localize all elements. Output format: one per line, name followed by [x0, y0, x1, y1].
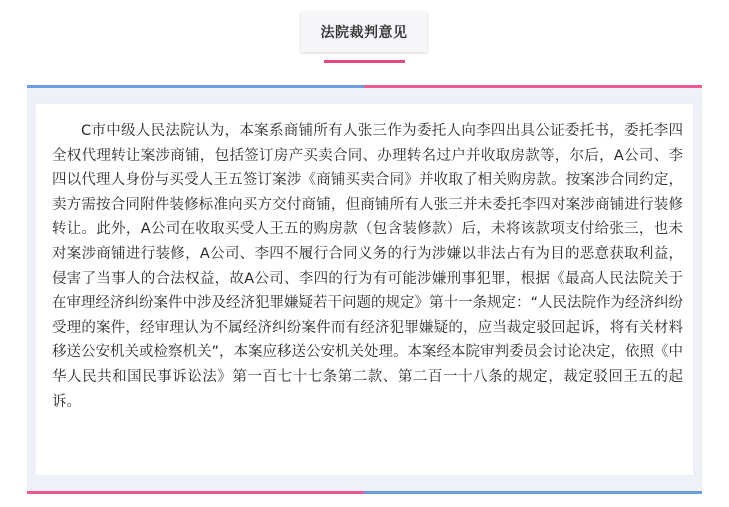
title-underline: [324, 60, 405, 63]
section-title-box: [301, 12, 427, 52]
bottom-divider-blue: [364, 491, 702, 494]
court-opinion-paragraph: C市中级人民法院认为，本案系商铺所有人张三作为委托人向李四出具公证委托书，委托李四全权代理转让案涉商铺，包括签订房产买卖合同、办理转名过户并收取房款等，尔后，A公司、李四以代理人身份与买受人王五签订案涉《商铺买卖合同》并收取了相关购房款。按案涉合同约定，卖方需按合同附件装修标准向买方交付商铺，但商铺所有人张三并未委托李四对案涉商铺进行装修转让。此外，A公司在收取买受人王五的购房款（包含装修款）后，未将该款项支付给张三，也未对案涉商铺进行装修，A公司、李四不履行合同义务的行为涉嫌以非法占有为目的恶意获取利益，侵害了当事人的合法权益，故A公司、李四的行为有可能涉嫌刑事犯罪，根据《最高人民法院关于在审理经济纠纷案件中涉及经济犯罪嫌疑若干问题的规定》第十一条规定：“人民法院作为经济纠纷受理的案件，经审理认为不属经济纠纷案件而有经济犯罪嫌疑的，应当裁定驳回起诉，将有关材料移送公安机关或检察机关”，本案应移送公安机关处理。本案经本院审判委员会讨论决定，依照《中华人民共和国民事诉讼法》第一百七十七条第二款、第二百一十八条的规定，裁定驳回王五的起诉。: [52, 123, 684, 410]
bottom-divider-pink: [27, 491, 364, 494]
section-title: 法院裁判意见: [320, 25, 408, 41]
